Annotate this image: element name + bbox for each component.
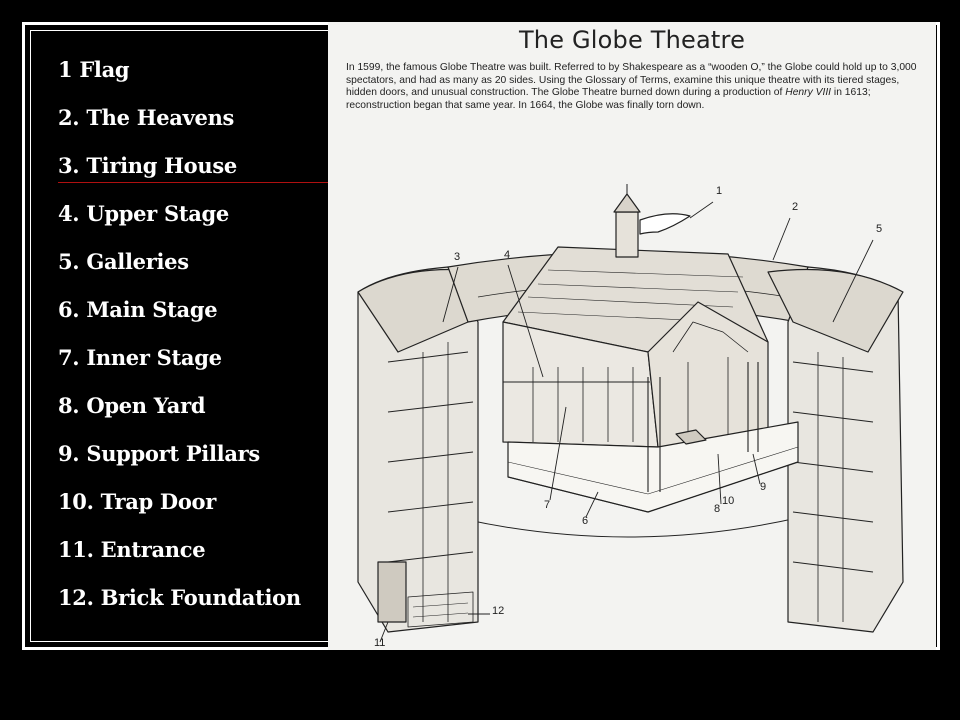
legend-item-support-pillars: 9. Support Pillars xyxy=(58,441,260,466)
accent-rule xyxy=(58,182,330,183)
callout-9: 9 xyxy=(760,481,767,493)
legend-item-upper-stage: 4. Upper Stage xyxy=(58,201,229,226)
entrance-doorway xyxy=(378,562,406,622)
callout-10: 10 xyxy=(722,495,735,507)
flag-tower xyxy=(616,212,638,257)
legend-item-tiring-house: 3. Tiring House xyxy=(58,153,237,178)
callout-11: 11 xyxy=(374,637,386,649)
globe-theatre-illustration xyxy=(328,22,936,650)
legend-list xyxy=(58,52,328,628)
caption-play-title: Henry VIII xyxy=(785,87,832,99)
legend-item-heavens: 2. The Heavens xyxy=(58,105,235,130)
caption-part-1: In 1599, the famous Globe Theatre was built. Referred to by Shakespeare as a “wooden O,” the Globe could hold up to 3,000 spectators, and had as many as 20 sides. Using the Glossary of Terms, examine this unique theatre with its tiered stages, hidden doors, and unusual construction. The Globe Theatre burned down during a production of xyxy=(346,62,917,99)
callout-12: 12 xyxy=(492,605,505,617)
flag-pennant xyxy=(640,214,690,234)
globe-drawing xyxy=(328,22,936,650)
callout-8: 8 xyxy=(714,503,721,515)
legend-item-galleries: 5. Galleries xyxy=(58,249,189,274)
callout-1: 1 xyxy=(716,185,723,197)
caption-part-3: in 1613; reconstruction began that same year. In 1664, the Globe was finally torn down. xyxy=(346,87,871,111)
legend-item-inner-stage: 7. Inner Stage xyxy=(58,345,222,370)
legend-item-open-yard: 8. Open Yard xyxy=(58,393,206,418)
callout-7: 7 xyxy=(544,499,551,511)
callout-2: 2 xyxy=(792,201,799,213)
picture-title: The Globe Theatre xyxy=(518,26,746,54)
callout-5: 5 xyxy=(876,223,883,235)
callout-3: 3 xyxy=(454,251,461,263)
legend-item-entrance: 11. Entrance xyxy=(58,537,206,562)
legend-item-trap-door: 10. Trap Door xyxy=(58,489,216,514)
legend-item-brick-foundation: 12. Brick Foundation xyxy=(58,585,301,610)
legend-item-flag: 1 Flag xyxy=(58,57,130,82)
picture-caption xyxy=(346,62,921,112)
callout-6: 6 xyxy=(582,515,589,527)
callout-4: 4 xyxy=(504,249,511,261)
legend-item-main-stage: 6. Main Stage xyxy=(58,297,218,322)
